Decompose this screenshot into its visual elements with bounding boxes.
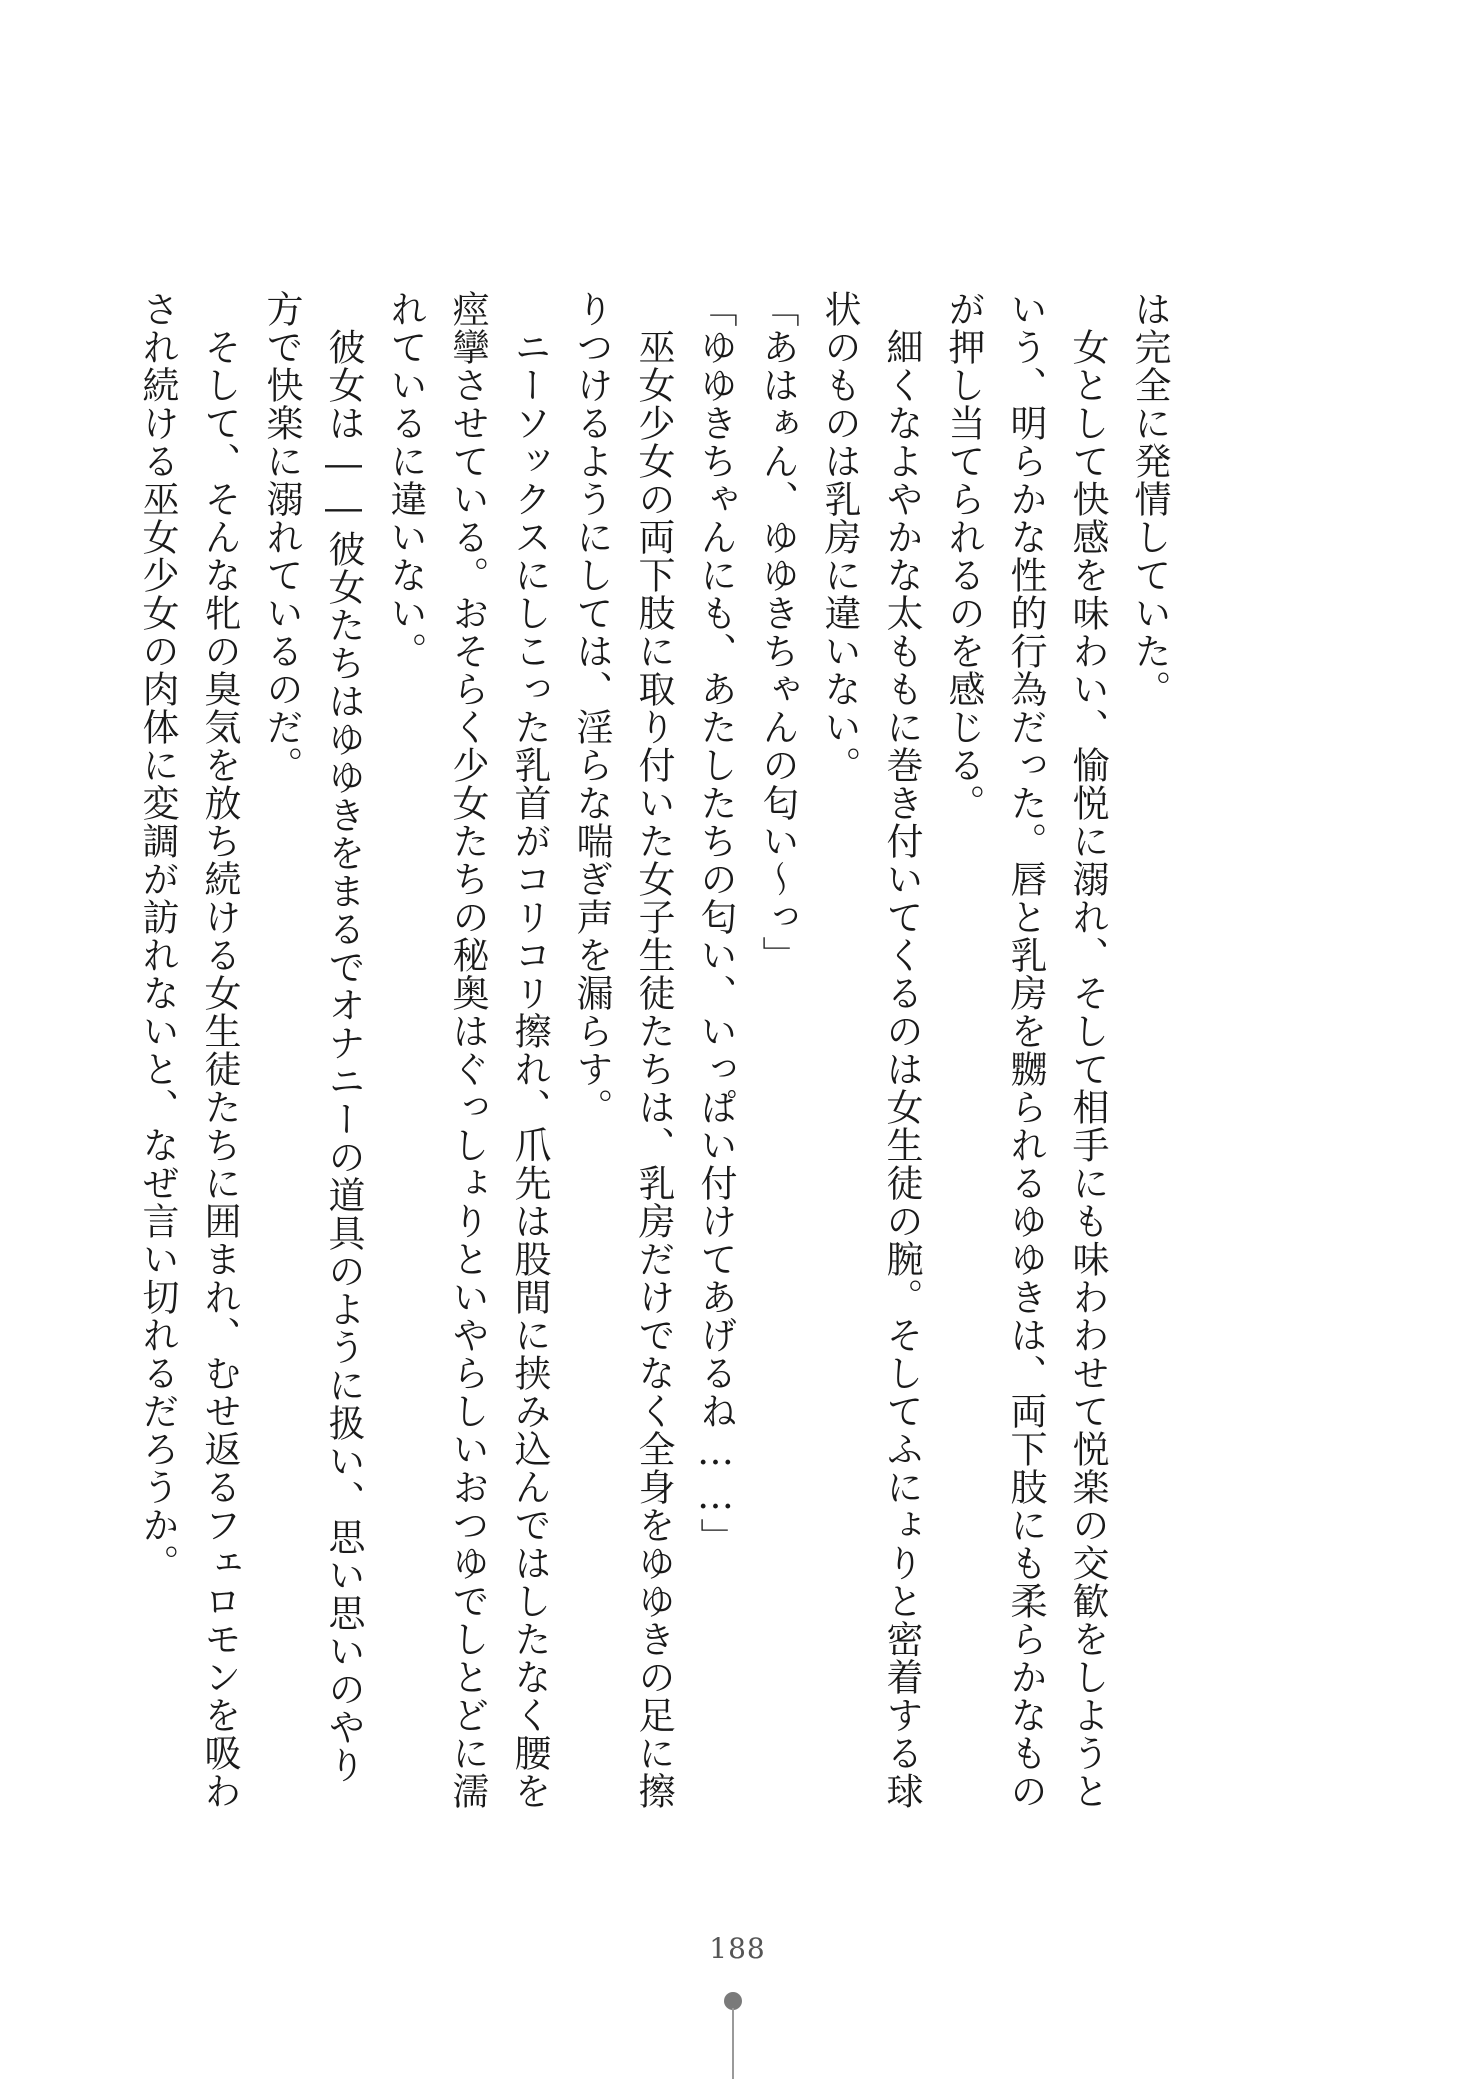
text-line: そして、そんな牝の臭気を放ち続ける女生徒たちに囲まれ、むせ返るフェロモンを吸わ [198,290,241,1810]
text-line: 彼女は――彼女たちはゆゆきをまるでオナニーの道具のように扱い、思い思いのやり [322,290,365,1784]
text-line: 状のものは乳房に違いない。 [818,290,861,784]
text-line: 痙攣させている。おそらく少女たちの秘奥はぐっしょりといやらしいおつゆでしとどに濡 [446,290,489,1810]
text-line: 巫女少女の両下肢に取り付いた女子生徒たちは、乳房だけでなく全身をゆゆきの足に擦 [632,290,675,1810]
text-line: いう、明らかな性的行為だった。唇と乳房を嬲られるゆゆきは、両下肢にも柔らかなもの [1004,290,1047,1810]
text-line: ニーソックスにしこった乳首がコリコリ擦れ、爪先は股間に挟み込んではしたなく腰を [508,290,551,1810]
text-line: りつけるようにしては、淫らな喘ぎ声を漏らす。 [570,290,613,1126]
page-number: 188 [709,1932,766,1965]
text-line: 「ゆゆきちゃんにも、あたしたちの匂い、いっぱい付けてあげるね……」 [694,290,737,1556]
text-line: 女として快感を味わい、愉悦に溺れ、そして相手にも味わわせて悦楽の交歓をしようと [1066,290,1109,1810]
text-line: され続ける巫女少女の肉体に変調が訪れないと、なぜ言い切れるだろうか。 [136,290,179,1582]
text-line: 細くなよやかな太ももに巻き付いてくるのは女生徒の腕。そしてふにょりと密着する球 [880,290,923,1810]
body-text [136,290,1180,1810]
text-line: 「あはぁん、ゆゆきちゃんの匂い～っ」 [756,290,799,974]
text-line: れているに違いない。 [384,290,427,670]
text-line: 方で快楽に溺れているのだ。 [260,290,303,784]
text-line: は完全に発情していた。 [1128,290,1171,708]
text-line: が押し当てられるのを感じる。 [942,290,985,822]
page-marker-line [732,2008,734,2079]
